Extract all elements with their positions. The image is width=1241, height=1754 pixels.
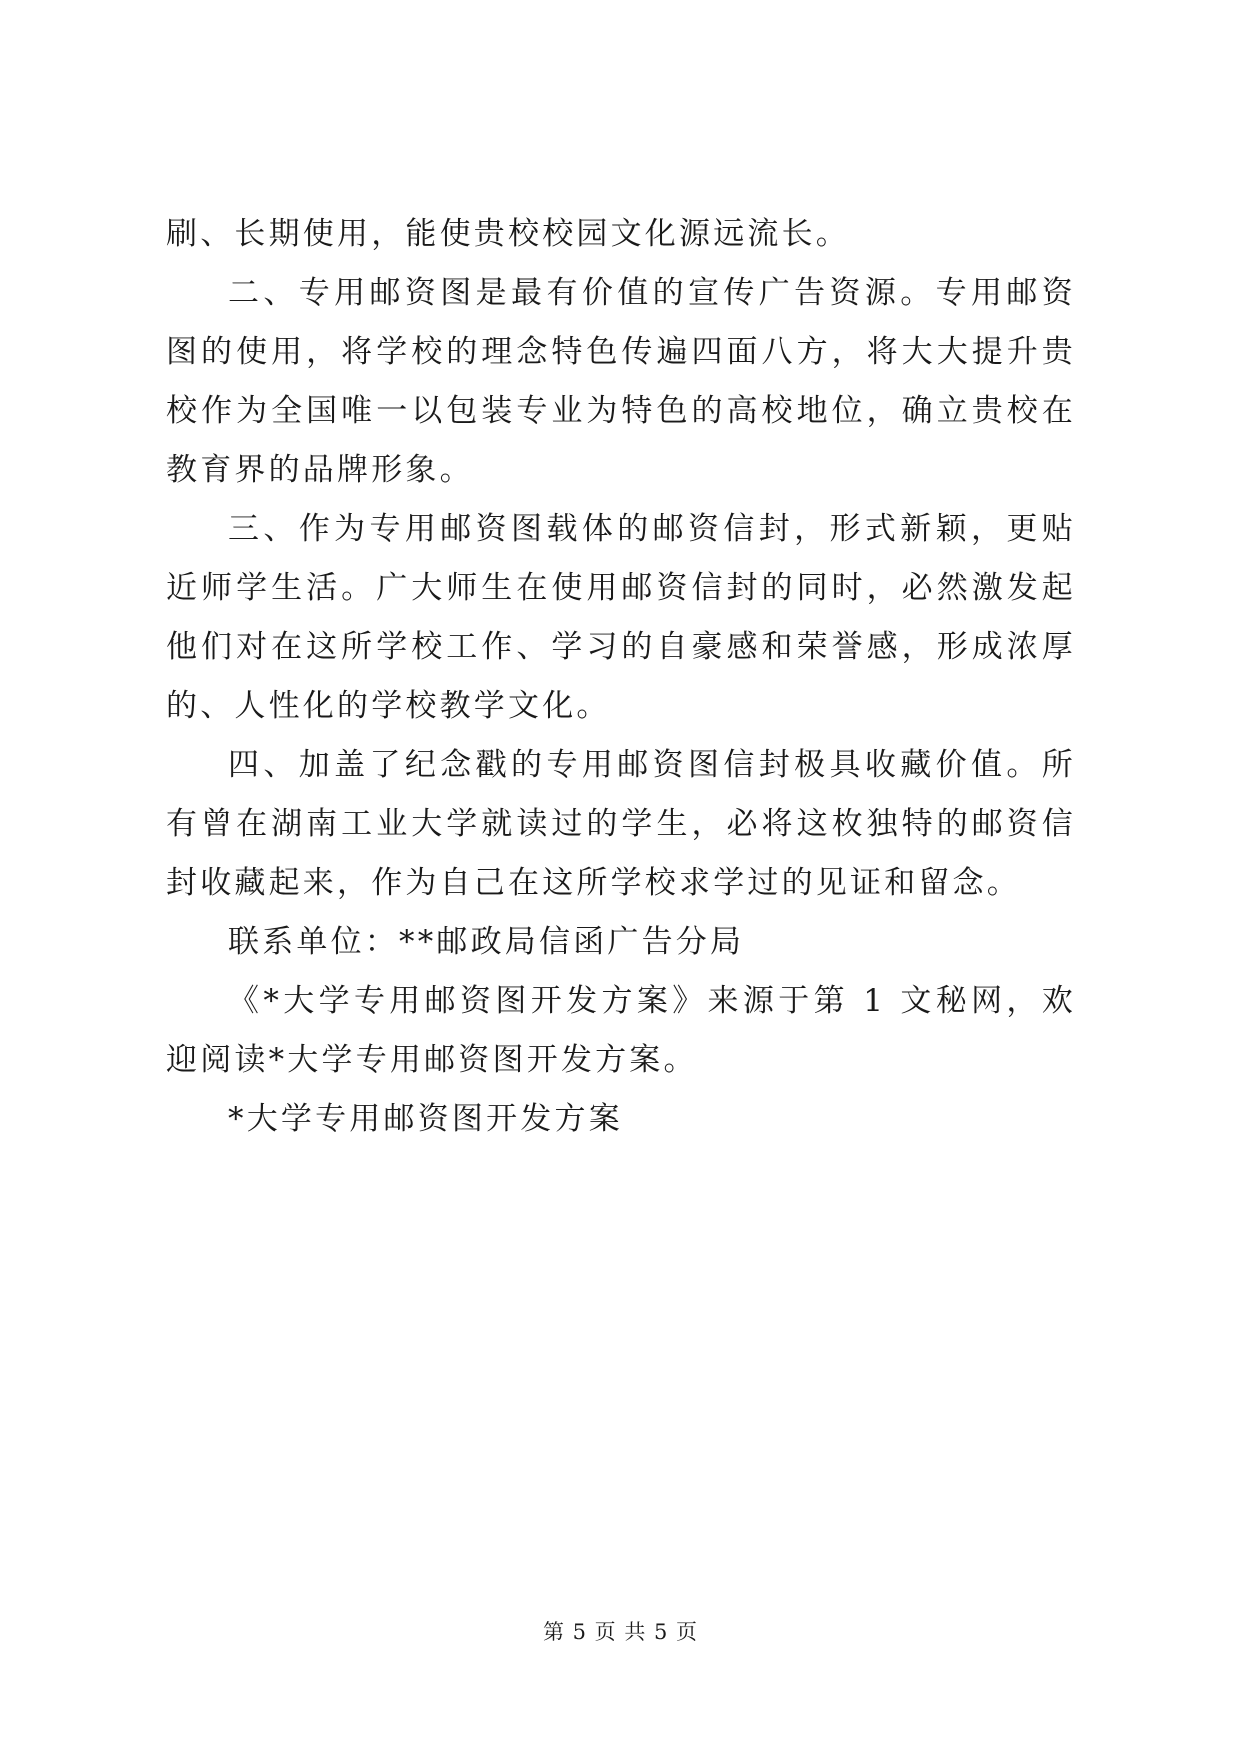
paragraph-title-repeat: *大学专用邮资图开发方案 xyxy=(228,1101,623,1137)
paragraph-point-two: 二、专用邮资图是最有价值的宣传广告资源。专用邮资图的使用，将学校的理念特色传遍四面八方，将大大提升贵校作为全国唯一以包装专业为特色的高校地位，确立贵校在教育界的品牌形象。 xyxy=(166,275,1076,488)
paragraph-contact-unit: 联系单位：**邮政局信函广告分局 xyxy=(228,924,745,960)
paragraph-source-note: 《*大学专用邮资图开发方案》来源于第 1 文秘网，欢迎阅读*大学专用邮资图开发方案。 xyxy=(166,983,1076,1078)
page-footer: 第 5 页 共 5 页 xyxy=(542,1620,699,1644)
document-body xyxy=(166,205,1076,1149)
paragraph-point-three: 三、作为专用邮资图载体的邮资信封，形式新颖，更贴近师学生活。广大师生在使用邮资信封的同时，必然激发起他们对在这所学校工作、学习的自豪感和荣誉感，形成浓厚的、人性化的学校教学文化。 xyxy=(166,511,1076,724)
paragraph-continuation: 刷、长期使用，能使贵校校园文化源远流长。 xyxy=(166,216,850,252)
paragraph-point-four: 四、加盖了纪念戳的专用邮资图信封极具收藏价值。所有曾在湖南工业大学就读过的学生，必将这枚独特的邮资信封收藏起来，作为自己在这所学校求学过的见证和留念。 xyxy=(166,747,1076,901)
